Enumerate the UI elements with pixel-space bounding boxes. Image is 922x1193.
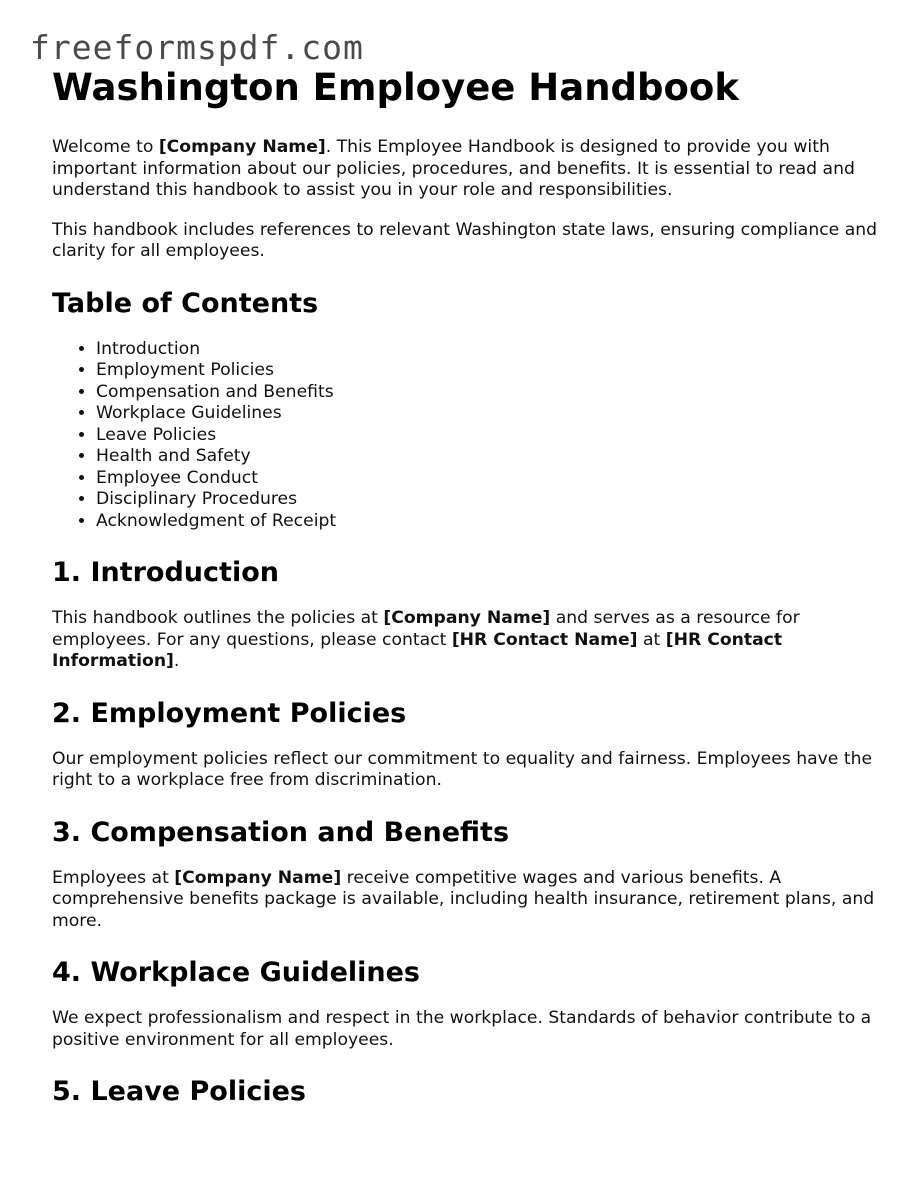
company-placeholder: [Company Name] bbox=[383, 608, 551, 628]
welcome-post: . This Employee Handbook is designed to provide you with important information about our policies, procedures, and benefits. It is essential to read and understand this handbook to assist you in your role and responsibilities. bbox=[52, 137, 855, 200]
section-heading-compensation: 3. Compensation and Benefits bbox=[52, 816, 510, 848]
toc-item: • Introduction bbox=[96, 339, 882, 361]
toc-item: • Employment Policies bbox=[96, 360, 882, 382]
section-heading-introduction: 1. Introduction bbox=[52, 557, 279, 588]
introduction-paragraph bbox=[52, 608, 882, 673]
toc-list bbox=[52, 339, 882, 533]
toc-heading: Table of Contents bbox=[52, 287, 319, 319]
compensation-text-post: receive competitive wages and various benefits. A comprehensive benefits package is available, including health insurance, retirement plans, and more. bbox=[52, 867, 875, 931]
welcome-paragraph bbox=[52, 137, 882, 202]
intro-text-pre: This handbook outlines the policies at bbox=[52, 608, 384, 628]
company-placeholder: [Company Name] bbox=[158, 137, 326, 157]
workplace-paragraph: We expect professionalism and respect in the workplace. Standards of behavior contribute to a positive environment for all employees. bbox=[52, 1008, 872, 1050]
intro-text-mid: and serves as a resource for employees. For any questions, please contact bbox=[52, 608, 800, 650]
welcome-pre: Welcome to bbox=[52, 137, 159, 157]
employment-paragraph: Our employment policies reflect our commitment to equality and fairness. Employees have the right to a workplace free from discrimination. bbox=[52, 748, 873, 790]
hr-name-placeholder: [HR Contact Name] bbox=[451, 629, 638, 650]
toc-item: • Acknowledgment of Receipt bbox=[96, 511, 882, 533]
watermark-text: freeformspdf.com bbox=[30, 28, 364, 67]
section-heading-leave: 5. Leave Policies bbox=[52, 1076, 306, 1107]
page-title: Washington Employee Handbook bbox=[52, 66, 739, 109]
document-page bbox=[52, 66, 882, 1109]
toc-item: • Leave Policies bbox=[96, 425, 882, 447]
intro-text-end: . bbox=[173, 651, 180, 671]
toc-item: • Health and Safety bbox=[96, 446, 882, 468]
intro-text-at: at bbox=[637, 629, 666, 650]
compensation-paragraph bbox=[52, 868, 882, 933]
toc-item: • Employee Conduct bbox=[96, 468, 882, 490]
section-heading-workplace: 4. Workplace Guidelines bbox=[52, 957, 420, 988]
laws-paragraph: This handbook includes references to relevant Washington state laws, ensuring compliance and clarity for all employees. bbox=[52, 219, 878, 261]
compensation-text-pre: Employees at bbox=[52, 867, 175, 888]
toc-item: • Disciplinary Procedures bbox=[96, 489, 882, 511]
hr-info-placeholder: [HR Contact Information] bbox=[52, 629, 783, 671]
section-heading-employment: 2. Employment Policies bbox=[52, 697, 407, 729]
toc-item: • Compensation and Benefits bbox=[96, 382, 882, 404]
toc-item: • Workplace Guidelines bbox=[96, 403, 882, 425]
company-placeholder: [Company Name] bbox=[174, 867, 342, 888]
